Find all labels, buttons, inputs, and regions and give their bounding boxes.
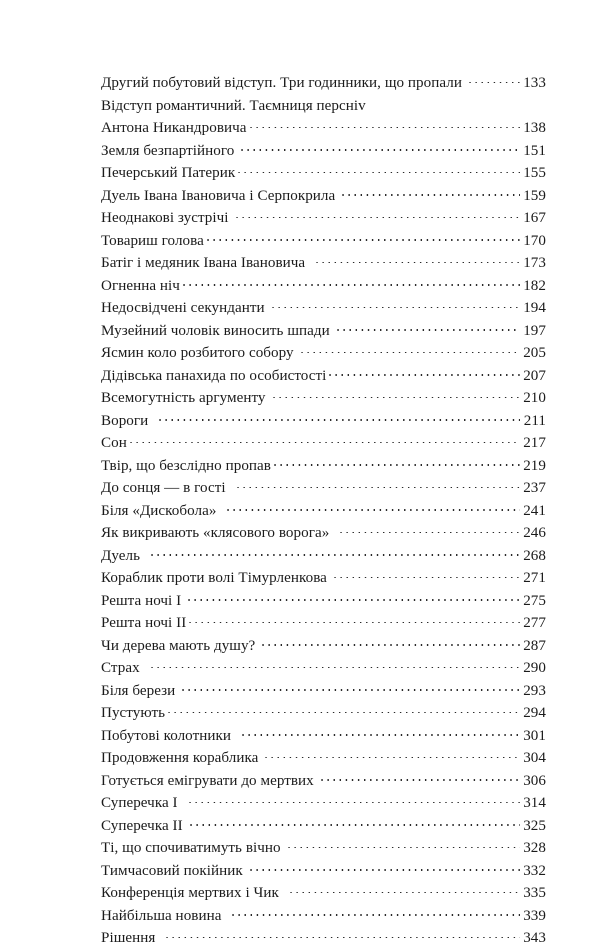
toc-entry[interactable] xyxy=(101,228,546,251)
toc-entry-title: Неоднакові зустрічі xyxy=(101,210,229,227)
toc-entry[interactable] xyxy=(101,880,546,903)
toc-dot-leader xyxy=(314,250,520,267)
toc-entry-title: Страх xyxy=(101,660,140,677)
toc-entry[interactable] xyxy=(101,768,546,791)
toc-entry-page-number: 173 xyxy=(523,255,546,272)
toc-dot-leader xyxy=(272,453,520,470)
toc-dot-leader xyxy=(270,295,520,312)
toc-entry-title: Тимчасовий покійник xyxy=(101,862,243,879)
toc-entry[interactable] xyxy=(101,745,546,768)
toc-dot-leader xyxy=(271,385,520,402)
toc-dot-leader xyxy=(186,588,520,605)
toc-dot-leader xyxy=(225,498,520,515)
toc-entry[interactable] xyxy=(101,250,546,273)
toc-entry-page-number: 207 xyxy=(523,367,546,384)
toc-entry-page-number: 138 xyxy=(523,120,546,137)
toc-entry-page-number: 133 xyxy=(523,75,546,92)
toc-dot-leader xyxy=(149,655,520,672)
toc-entry[interactable] xyxy=(101,205,546,228)
toc-entry-title: Решта ночі I xyxy=(101,592,182,609)
toc-dot-leader xyxy=(239,138,520,155)
toc-dot-leader xyxy=(340,183,520,200)
toc-entry-title: Вороги xyxy=(101,412,149,429)
toc-dot-leader xyxy=(166,700,520,717)
toc-entry-page-number: 294 xyxy=(523,705,546,722)
toc-entry-page-number: 304 xyxy=(523,750,546,767)
toc-entry-title: Ясмин коло розбитого собору xyxy=(101,345,294,362)
toc-entry[interactable] xyxy=(101,565,546,588)
toc-entry-page-number: 237 xyxy=(523,480,546,497)
toc-dot-leader xyxy=(205,228,520,245)
toc-dot-leader xyxy=(235,475,520,492)
toc-entry-title: Найбільша новина xyxy=(101,907,222,924)
toc-entry-page-number: 210 xyxy=(523,390,546,407)
toc-entry-title: Батіг і медяник Івана Івановича xyxy=(101,255,306,272)
toc-entry-title: Суперечка II xyxy=(101,817,183,834)
toc-entry-title: Земля безпартійного xyxy=(101,142,235,159)
toc-entry[interactable] xyxy=(101,408,546,431)
toc-entry[interactable] xyxy=(101,858,546,881)
toc-entry-title: Ті, що спочиватимуть вічно xyxy=(101,840,281,857)
toc-entry-page-number: 246 xyxy=(523,525,546,542)
toc-entry-page-number: 301 xyxy=(523,727,546,744)
toc-entry-page-number: 287 xyxy=(523,637,546,654)
toc-entry-title: Антона Никандровича xyxy=(101,120,247,137)
toc-entry-page-number: 194 xyxy=(523,300,546,317)
toc-dot-leader xyxy=(338,520,520,537)
toc-dot-leader xyxy=(240,723,520,740)
toc-entry-page-number: 293 xyxy=(523,682,546,699)
toc-entry-title: Дуель Івана Івановича і Серпокрила xyxy=(101,187,336,204)
toc-entry-page-number: 328 xyxy=(523,840,546,857)
toc-dot-leader xyxy=(128,430,520,447)
toc-dot-leader xyxy=(288,880,520,897)
toc-dot-leader xyxy=(260,633,520,650)
toc-entry-title: Музейний чоловік виносить шпади xyxy=(101,322,330,339)
toc-entry-title: Дідівська панахида по особистості xyxy=(101,367,327,384)
toc-entry[interactable] xyxy=(101,543,546,566)
toc-entry-title: Сон xyxy=(101,435,127,452)
toc-entry[interactable] xyxy=(101,183,546,206)
toc-dot-leader xyxy=(187,610,520,627)
toc-dot-leader xyxy=(263,745,520,762)
toc-entry-title: Суперечка I xyxy=(101,795,178,812)
toc-entry-title: Огненна ніч xyxy=(101,277,180,294)
toc-entry[interactable] xyxy=(101,93,546,116)
toc-dot-leader xyxy=(332,565,520,582)
toc-entry-title: Продовження кораблика xyxy=(101,750,259,767)
toc-dot-leader xyxy=(299,340,520,357)
toc-entry-page-number: 290 xyxy=(523,660,546,677)
toc-entry[interactable] xyxy=(101,273,546,296)
toc-entry-page-number: 332 xyxy=(523,862,546,879)
toc-entry-title: Товариш голова xyxy=(101,232,204,249)
toc-dot-leader xyxy=(467,70,520,87)
toc-dot-leader xyxy=(319,768,520,785)
toc-entry[interactable] xyxy=(101,655,546,678)
toc-entry[interactable] xyxy=(101,295,546,318)
toc-dot-leader xyxy=(327,363,520,380)
toc-entry[interactable] xyxy=(101,700,546,723)
toc-entry[interactable] xyxy=(101,633,546,656)
toc-entry-page-number: 268 xyxy=(523,547,546,564)
toc-entry-title: Побутові колотники xyxy=(101,727,231,744)
toc-dot-leader xyxy=(234,205,520,222)
toc-entry-page-number: 155 xyxy=(523,165,546,182)
toc-dot-leader xyxy=(248,858,520,875)
toc-entry[interactable] xyxy=(101,588,546,611)
toc-entry-page-number: 335 xyxy=(523,885,546,902)
toc-entry-title: Другий побутовий відступ. Три годинники, що пропали xyxy=(101,75,462,92)
toc-dot-leader xyxy=(149,543,520,560)
toc-dot-leader xyxy=(335,318,520,335)
toc-entry[interactable] xyxy=(101,498,546,521)
toc-dot-leader xyxy=(248,115,520,132)
toc-entry-title: Недосвідчені секунданти xyxy=(101,300,265,317)
toc-entry-page-number: 343 xyxy=(523,930,546,947)
toc-entry[interactable] xyxy=(101,925,546,948)
table-of-contents xyxy=(101,70,546,948)
toc-dot-leader xyxy=(188,813,520,830)
toc-entry-page-number: 271 xyxy=(523,570,546,587)
toc-entry-page-number: 219 xyxy=(523,457,546,474)
toc-entry[interactable] xyxy=(101,430,546,453)
toc-entry-title: Дуель xyxy=(101,547,141,564)
toc-entry[interactable] xyxy=(101,70,546,93)
toc-entry[interactable] xyxy=(101,903,546,926)
toc-entry-title: Пустують xyxy=(101,705,166,722)
toc-entry-page-number: 205 xyxy=(523,345,546,362)
toc-entry-page-number: 217 xyxy=(523,435,546,452)
toc-entry[interactable] xyxy=(101,138,546,161)
toc-entry-title: Чи дерева мають душу? xyxy=(101,637,256,654)
toc-entry-title: Всемогутність аргументу xyxy=(101,390,266,407)
toc-entry-page-number: 277 xyxy=(523,615,546,632)
toc-entry-page-number: 306 xyxy=(523,772,546,789)
toc-entry[interactable] xyxy=(101,835,546,858)
toc-dot-leader xyxy=(367,93,545,110)
toc-entry-page-number: 241 xyxy=(523,502,546,519)
toc-entry-title: До сонця — в гості xyxy=(101,480,226,497)
toc-entry-page-number: 275 xyxy=(523,592,546,609)
toc-entry[interactable] xyxy=(101,813,546,836)
toc-entry-page-number: 211 xyxy=(523,412,546,429)
toc-dot-leader xyxy=(187,790,520,807)
toc-entry[interactable] xyxy=(101,340,546,363)
toc-dot-leader xyxy=(230,903,520,920)
toc-entry-page-number: 325 xyxy=(523,817,546,834)
toc-entry-page-number: 197 xyxy=(523,322,546,339)
toc-entry-title: Кораблик проти волі Тімурленкова xyxy=(101,570,327,587)
toc-entry-page-number: 314 xyxy=(523,795,546,812)
toc-entry[interactable] xyxy=(101,678,546,701)
toc-entry[interactable] xyxy=(101,115,546,138)
toc-dot-leader xyxy=(286,835,520,852)
toc-entry[interactable] xyxy=(101,723,546,746)
toc-entry[interactable] xyxy=(101,385,546,408)
toc-entry-title: Біля берези xyxy=(101,682,176,699)
toc-entry-page-number: 167 xyxy=(523,210,546,227)
toc-entry[interactable] xyxy=(101,475,546,498)
toc-entry-page-number: 170 xyxy=(523,232,546,249)
toc-entry-title: Біля «Дискобола» xyxy=(101,502,217,519)
toc-entry-title: Конференція мертвих і Чик xyxy=(101,885,279,902)
toc-entry-title: Решта ночі II xyxy=(101,615,187,632)
toc-entry[interactable] xyxy=(101,453,546,476)
toc-dot-leader xyxy=(180,678,520,695)
toc-entry-page-number: 151 xyxy=(523,142,546,159)
toc-entry[interactable] xyxy=(101,790,546,813)
toc-entry[interactable] xyxy=(101,520,546,543)
toc-entry[interactable] xyxy=(101,610,546,633)
toc-dot-leader xyxy=(236,160,520,177)
toc-entry-title: Твір, що безслідно пропав xyxy=(101,457,271,474)
toc-entry-title: Рішення xyxy=(101,930,156,947)
toc-entry[interactable] xyxy=(101,160,546,183)
toc-entry[interactable] xyxy=(101,318,546,341)
toc-entry-title: Печерський Патерик xyxy=(101,165,236,182)
toc-entry-title: Відступ романтичний. Таємниця персніᴠ xyxy=(101,97,366,114)
toc-entry[interactable] xyxy=(101,363,546,386)
toc-entry-page-number: 339 xyxy=(523,907,546,924)
toc-entry-title: Як викривають «клясового ворога» xyxy=(101,525,330,542)
toc-entry-page-number: 182 xyxy=(523,277,546,294)
toc-entry-title: Готується емігрувати до мертвих xyxy=(101,772,314,789)
toc-entry-page-number: 159 xyxy=(523,187,546,204)
toc-dot-leader xyxy=(157,408,520,425)
toc-dot-leader xyxy=(181,273,520,290)
